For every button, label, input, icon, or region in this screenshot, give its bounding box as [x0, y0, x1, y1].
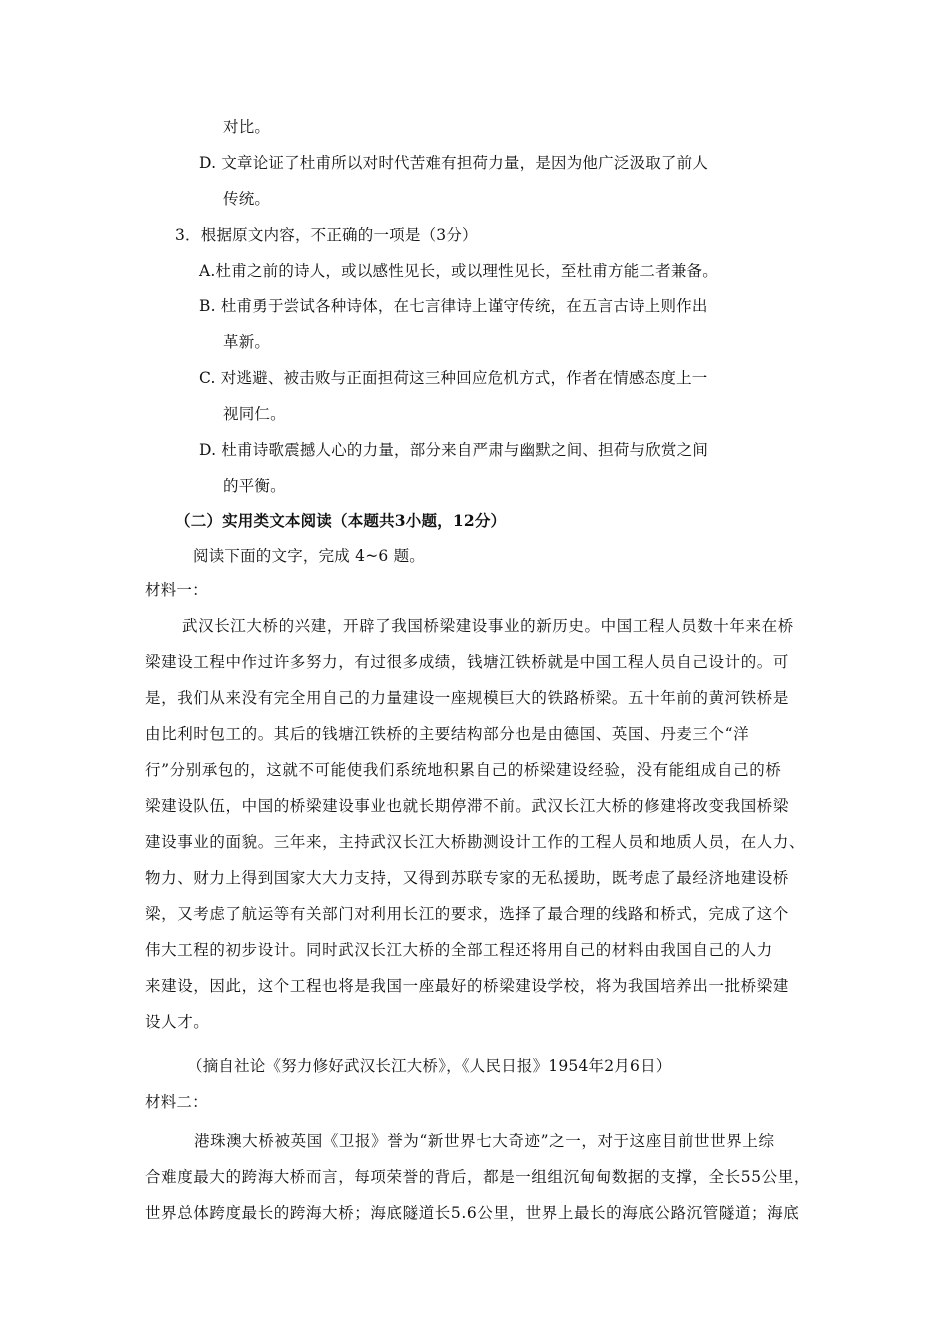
material1-line: 梁建设队伍，中国的桥梁建设事业也就长期停滞不前。武汉长江大桥的修建将改变我国桥梁 [145, 797, 790, 815]
material1-line: 梁，又考虑了航运等有关部门对利用长江的要求，选择了最合理的线路和桥式，完成了这个 [145, 905, 790, 923]
material2-line: 合难度最大的跨海大桥而言，每项荣誉的背后，都是一组组沉甸甸数据的支撑，全长55公里， [145, 1168, 810, 1186]
material1-line: 来建设，因此，这个工程也将是我国一座最好的桥梁建设学校，将为我国培养出一批桥梁建 [145, 977, 790, 995]
material1-line: 行”分别承包的，这就不可能使我们系统地积累自己的桥梁建设经验，没有能组成自己的桥 [145, 761, 782, 779]
material1-line: 武汉长江大桥的兴建，开辟了我国桥梁建设事业的新历史。中国工程人员数十年来在桥 [182, 617, 794, 635]
material1-line: 是，我们从来没有完全用自己的力量建设一座规模巨大的铁路桥梁。五十年前的黄河铁桥是 [145, 689, 790, 707]
q3-option-b-line2: 革新。 [223, 333, 271, 351]
q2-option-d-line1: D. 文章论证了杜甫所以对时代苦难有担荷力量，是因为他广泛汲取了前人 [199, 154, 709, 172]
material2-line: 世界总体跨度最长的跨海大桥；海底隧道长5.6公里，世界上最长的海底公路沉管隧道；海底 [145, 1204, 800, 1222]
material1-line: 物力、财力上得到国家大大力支持，又得到苏联专家的无私援助，既考虑了最经济地建设桥 [145, 869, 790, 887]
q3-option-c-line1: C. 对逃避、被击败与正面担荷这三种回应危机方式，作者在情感态度上一 [199, 369, 708, 387]
material2-line: 港珠澳大桥被英国《卫报》誉为“新世界七大奇迹”之一，对于这座目前世世界上综 [194, 1132, 775, 1150]
q3-option-a: A.杜甫之前的诗人，或以感性见长，或以理性见长，至杜甫方能二者兼备。 [199, 262, 718, 280]
material2-label: 材料二： [145, 1093, 208, 1111]
q3-stem: 3．根据原文内容，不正确的一项是（3分） [175, 226, 478, 244]
material1-label: 材料一： [145, 581, 208, 599]
section-instruction: 阅读下面的文字，完成 4~6 题。 [193, 547, 425, 565]
material1-source: （摘自社论《努力修好武汉长江大桥》，《人民日报》1954年2月6日） [187, 1057, 672, 1075]
material1-line: 伟大工程的初步设计。同时武汉长江大桥的全部工程还将用自己的材料由我国自己的人力 [145, 941, 773, 959]
material1-line: 梁建设工程中作过许多努力，有过很多成绩，钱塘江铁桥就是中国工程人员自己设计的。可 [145, 653, 790, 671]
q3-option-d-line2: 的平衡。 [223, 477, 286, 495]
section-heading: （二）实用类文本阅读（本题共3小题，12分） [175, 511, 507, 530]
q3-option-d-line1: D. 杜甫诗歌震撼人心的力量，部分来自严肃与幽默之间、担荷与欣赏之间 [199, 441, 709, 459]
material1-line: 由比利时包工的。其后的钱塘江铁桥的主要结构部分也是由德国、英国、丹麦三个“洋 [145, 725, 750, 743]
q2-option-c-continuation: 对比。 [223, 118, 271, 136]
q3-option-b-line1: B. 杜甫勇于尝试各种诗体，在七言律诗上谨守传统，在五言古诗上则作出 [199, 297, 708, 315]
q2-option-d-line2: 传统。 [223, 190, 271, 208]
material1-line: 建设事业的面貌。三年来，主持武汉长江大桥勘测设计工作的工程人员和地质人员，在人力、 [145, 833, 806, 851]
q3-option-c-line2: 视同仁。 [223, 405, 286, 423]
material1-line: 设人才。 [145, 1013, 210, 1031]
